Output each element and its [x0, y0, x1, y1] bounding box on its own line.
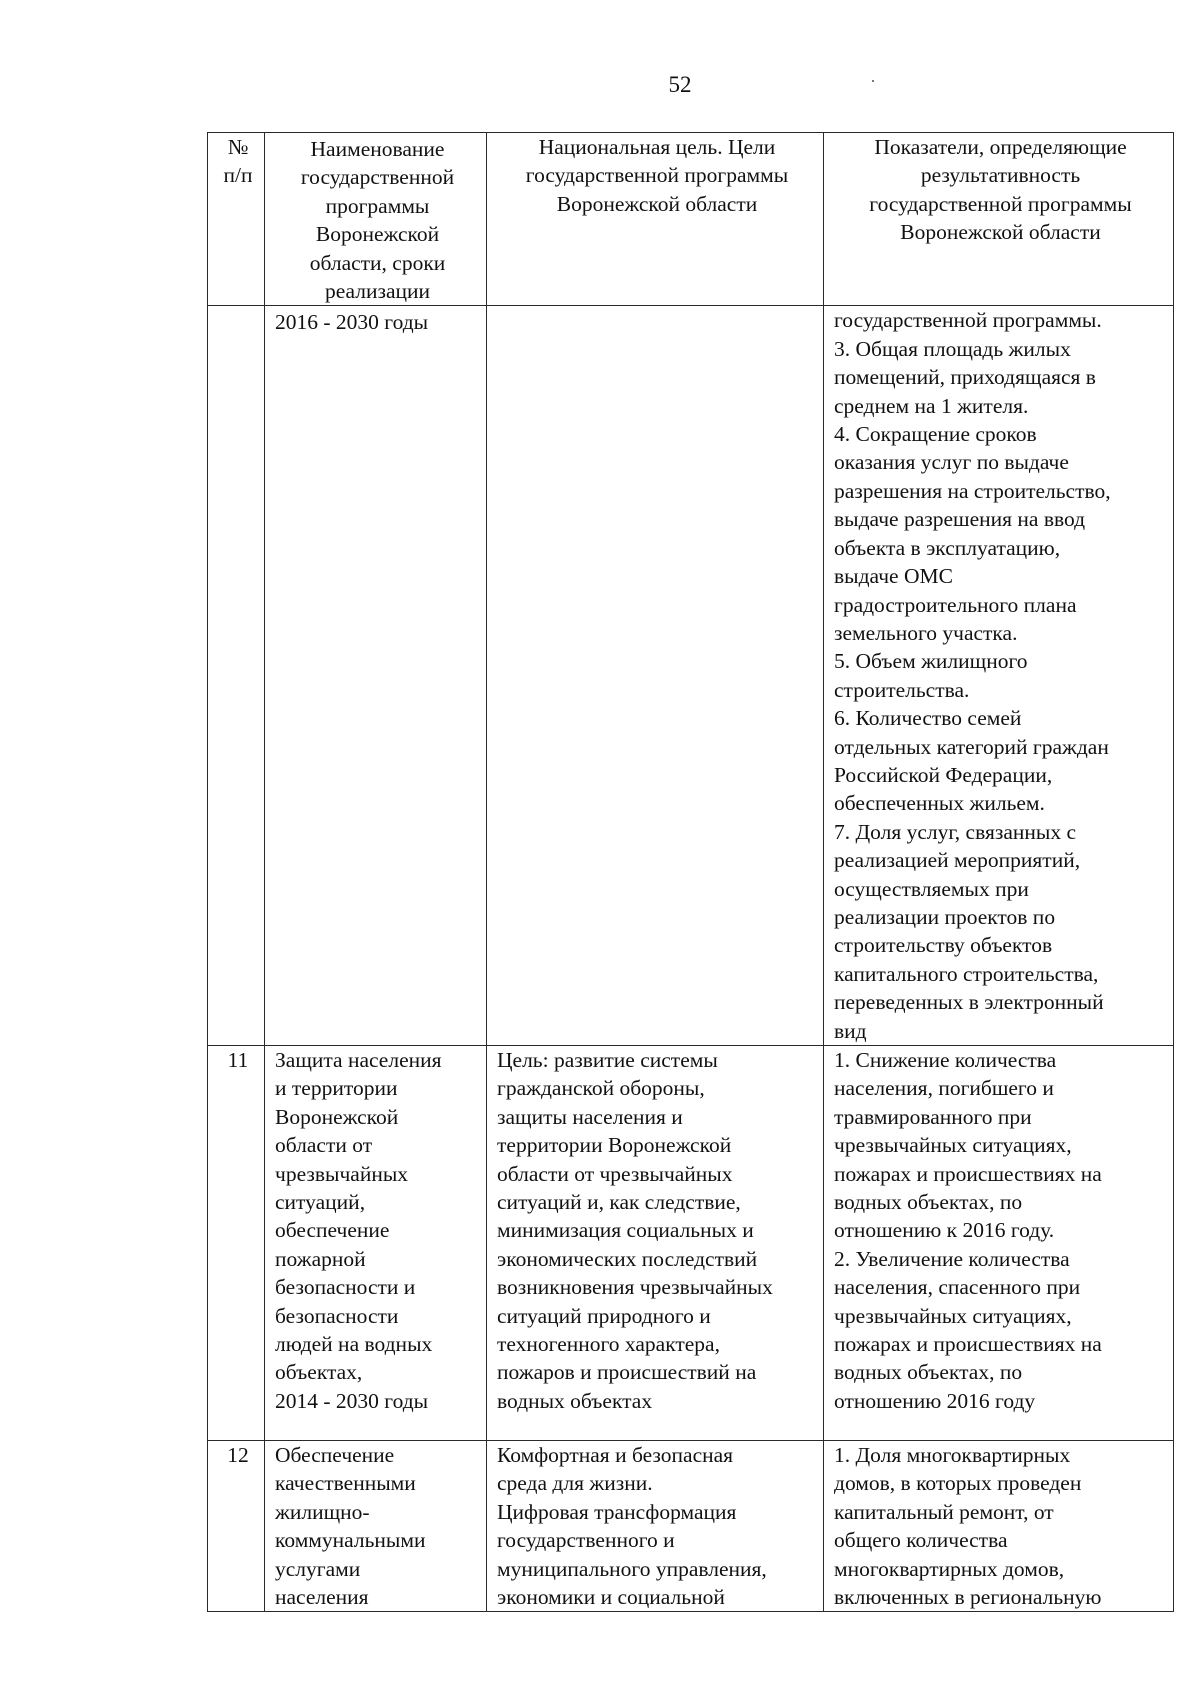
goal-cell: Комфортная и безопасная среда для жизни. Цифровая трансформация государственного и муниципального управления, экономики и социальной: [487, 1441, 824, 1612]
page-number: 52: [668, 72, 692, 97]
program-cell: Защита населения и территории Воронежской области от чрезвычайных ситуаций, обеспечение пожарной безопасности и безопасности людей на водных объектах, 2014 - 2030 годы: [265, 1046, 487, 1441]
row-number: 12: [208, 1441, 265, 1612]
goal-cell: [487, 306, 824, 1046]
header-num: № п/п: [208, 133, 265, 306]
table-row: [208, 1441, 1174, 1612]
indicators-cell: 1. Снижение количества населения, погибшего и травмированного при чрезвычайных ситуациях, пожарах и происшествиях на водных объектах, по отношению к 2016 году. 2. Увеличение количества населения, спасенного при чрезвычайных ситуациях, пожарах и происшествиях на водных объектах, по отношению 2016 году: [824, 1046, 1174, 1441]
row-number: 11: [208, 1046, 265, 1441]
program-cell: Обеспечение качественными жилищно- коммунальными услугами населения: [265, 1441, 487, 1612]
program-cell: 2016 - 2030 годы: [265, 306, 487, 1046]
scan-speck: [872, 80, 874, 82]
programs-table: [207, 132, 1174, 1612]
indicators-cell: государственной программы. 3. Общая площадь жилых помещений, приходящаяся в среднем на 1 жителя. 4. Сокращение сроков оказания услуг по выдаче разрешения на строительство, выдаче разрешения на ввод объекта в эксплуатацию, выдаче ОМС градостроительного плана земельного участка. 5. Объем жилищного строительства. 6. Количество семей отдельных категорий граждан Российской Федерации, обеспеченных жильем. 7. Доля услуг, связанных с реализацией мероприятий, осуществляемых при реализации проектов по строительству объектов капитального строительства, переведенных в электронный вид: [824, 306, 1174, 1046]
header-indicators: Показатели, определяющие результативность государственной программы Воронежской области: [824, 133, 1174, 306]
table-header-row: [208, 133, 1174, 306]
goal-cell: Цель: развитие системы гражданской обороны, защиты населения и территории Воронежской области от чрезвычайных ситуаций и, как следствие, минимизация социальных и экономических последствий возникновения чрезвычайных ситуаций природного и техногенного характера, пожаров и происшествий на водных объектах: [487, 1046, 824, 1441]
indicators-cell: 1. Доля многоквартирных домов, в которых проведен капитальный ремонт, от общего количества многоквартирных домов, включенных в региональную: [824, 1441, 1174, 1612]
table-row: [208, 1046, 1174, 1441]
header-program: Наименование государственной программы Воронежской области, сроки реализации: [265, 133, 487, 306]
row-number: [208, 306, 265, 1046]
header-goal: Национальная цель. Цели государственной программы Воронежской области: [487, 133, 824, 306]
table-row: [208, 306, 1174, 1046]
